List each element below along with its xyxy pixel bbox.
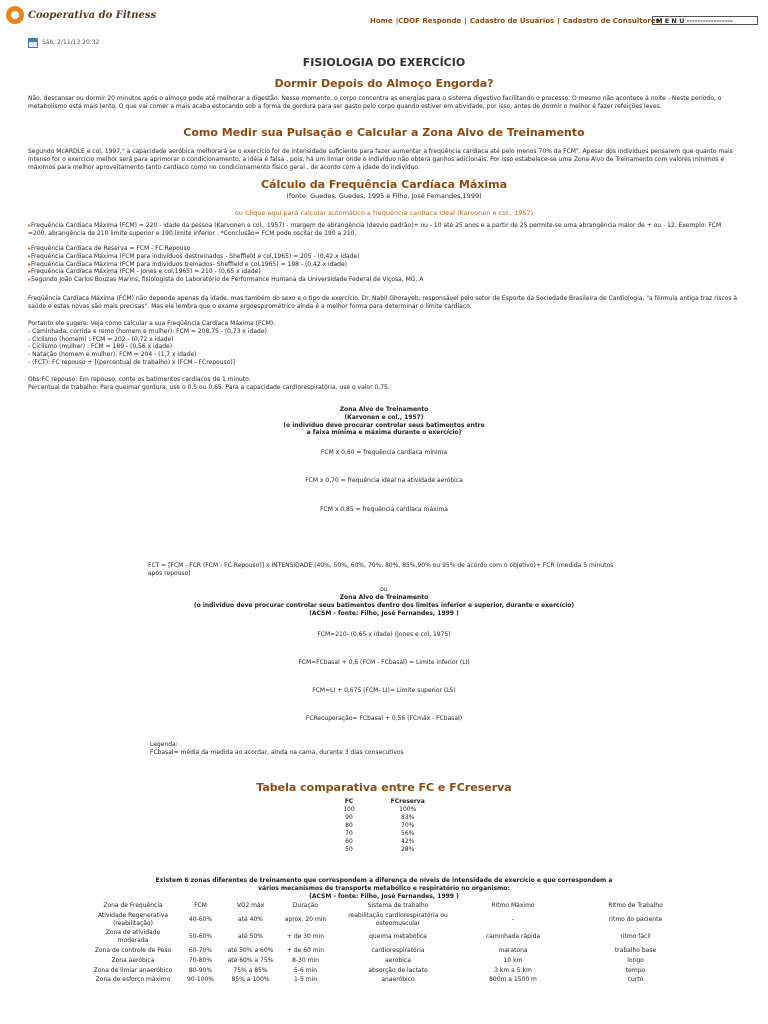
- table-cell: Zona de atividade moderada: [105, 929, 161, 945]
- zona-alvo-acsm-heading: [28, 594, 740, 617]
- caption-line: Existem 6 zonas diferentes de treinamento que correspondem a diferença de níveis de intensidade de exercício e que correspondem a: [155, 877, 613, 884]
- top-bar: [0, 0, 768, 38]
- formula-line: - Ciclismo (homem) : FCM = 202 - (0,72 x idade): [28, 335, 174, 343]
- table-header: VO2 máx: [236, 902, 265, 909]
- table-cell: Zona de esforço máximo: [95, 976, 171, 984]
- section-source: (fonte: Guedes, Guedes, 1995 e Filho, José Fernandes,1999): [286, 192, 482, 200]
- table-header: FCM: [194, 902, 207, 909]
- table-cell: trabalho base: [614, 946, 657, 954]
- table-header: Duração: [292, 902, 319, 909]
- zones-table: [88, 901, 708, 985]
- page-title: FISIOLOGIA DO EXERCÍCIO: [302, 56, 466, 69]
- section-heading-dormir: Dormir Depois do Almoço Engorda?: [274, 77, 494, 90]
- table-cell: até 40%: [238, 915, 263, 923]
- ou-text: ou: [380, 586, 388, 593]
- zona-line: a faixa mínima e máxima durante o exercício): [306, 429, 462, 437]
- table-row: [88, 946, 708, 956]
- zona-line: Zona Alvo de Treinamento: [339, 406, 429, 413]
- table-cell: queima metabólica: [369, 933, 427, 941]
- table-cell: 40-60%: [188, 915, 213, 923]
- table-row: [88, 911, 708, 929]
- table-cell: tempo: [625, 966, 646, 974]
- fct-formula: FCT = [FCM - FCR (FCM - FC Repouso)] x INTENSIDADE (40%, 50%, 60%, 70%, 80%, 85%,90% ou 95% de acordo com o objetivo)+ FCR (medida 5 minutos após repouso): [148, 562, 614, 577]
- zones-table-caption: [28, 877, 740, 900]
- table-row: [325, 846, 443, 854]
- zona-line: (o indivíduo deve procurar controlar seus batimentos entre: [283, 421, 485, 429]
- table-row: [325, 838, 443, 846]
- table-cell: cardiorespiratória: [371, 946, 425, 954]
- fcm-bullet-main: ▸ Frequência Cardíaca Máxima (FCM) = 220 - idade da pessoa (Karvonen e col., 1957) - margem de abrangência (desvio padrão)+ ou - 10 até 25 anos e a partir de 25 permite-se uma abrangência maior de + ou - 12. Exemplo: FCM =200, abrangência de 210 limite superior e 190 limite inferior . *Conclusão= FCM pode oscilar de 190 a 210.: [28, 222, 740, 238]
- formula-line: - Ciclismo (mulher) : FCM = 189 - (0,56 x idade): [28, 343, 173, 351]
- logo[interactable]: [6, 4, 156, 26]
- table-cell: Zona de controle de Peso: [94, 946, 172, 954]
- table-cell: Zona de limiar anaeróbico: [93, 966, 173, 974]
- zona-line: (Karvonen e col., 1957): [344, 413, 424, 421]
- table-cell: até 60% a 75%: [227, 956, 274, 964]
- date-display: [28, 38, 99, 48]
- table-cell: 75% a 85%: [233, 966, 268, 974]
- fc-table: [325, 798, 443, 854]
- table-cell: anaeróbico: [381, 976, 415, 984]
- table-header: Zona de Frequência: [103, 902, 163, 909]
- section-text-pulsacao: Segundo McARDLE e col, 1997," a capacidade aeróbica melhorará se o exercício for de intensidade suficiente para fazer aumentar a freqüência cardíaca até pelo menos 70% da FCM". Apesar dos indivíduos pensarem que quanto mais intenso for o exercício melhor será para aprimorar o condicionamento, a idéia é falsa , pois, há um limiar onde o indivíduo não obterá ganhos adicionais. Por isso estabelece-se uma Zona Alvo de Treinamento com valores mínimos e máximos para melhor aproveitamento tanto cardíaco como no condicionamento físico geral , de acordo com a idade do indivíduo.: [28, 148, 733, 171]
- table-header: Ritmo de Trabalho: [608, 902, 663, 909]
- logo-icon: [6, 6, 24, 24]
- legend-title: Legenda:: [150, 741, 178, 748]
- nav-separator: |: [464, 17, 467, 25]
- table-row: [88, 956, 708, 966]
- table-cell: curto: [627, 976, 644, 984]
- fcm-bullet: ▸ Frequência Cardíaca Máxima (FCM para indivíduos destreinados - Sheffield e col,1965) = 205 - (0,42 x idade): [28, 253, 740, 261]
- formula-line: - Natação (homem e mulher): FCM = 204 - (1,7 x idade): [28, 351, 197, 359]
- table-cell: longo: [627, 956, 644, 964]
- table-header: Ritmo Máximo: [491, 902, 535, 909]
- table-cell: 100%: [399, 806, 417, 813]
- zona-formula: FCM=FCbasal + 0,6 (FCM - FCbasal) = Limite inferior (LI): [298, 659, 470, 666]
- table-row: [325, 822, 443, 830]
- section-heading-fcm: Cálculo da Frequência Cardíaca Máxima: [260, 178, 508, 191]
- table-cell: + de 60 min: [286, 946, 325, 954]
- fcm-paragraph: Freqüência Cardíaca Máxima (FCM) não depende apenas da idade, mas também do sexo e o tipo de exercício. Dr. Nabil Ghorayeb, responsável pelo setor de Esporte da Sociedade Brasileira de Cardiologia, "a fórmula antiga traz riscos à saúde e estas novas são mais precisas". Mas ele lembra que o exame ergoespirométrico ainda é a melhor forma para determinar o limite cardíaco.: [28, 295, 738, 310]
- table-cell: 85% a 100%: [231, 976, 270, 984]
- table-cell: Atividade Regenerativa (reabilitação): [97, 911, 169, 927]
- section-text-dormir: Não, descansar ou dormir 20 minutos após o almoço pode até melhorar a digestão. Nesse momento, o corpo concentra as energias para o sistema digestivo facilitando o processo. O mesmo não acontece à noite - Neste período, o metabolismo está mais lento. O que vai comer a mais acaba estocando sob a forma de gordura para ser gasto pelo corpo quando estiver em atividade, por isso, antes de dormir o melhor é fazer refeições leves.: [28, 95, 722, 110]
- formula-line: - (FCT): FC repouso + [(percentual de trabalho) x (FCM - FCrepouso)]: [28, 358, 235, 366]
- caption-line: (ACSM - fonte: Filho, José Fernandes, 1999 ): [309, 892, 459, 900]
- zona-formula: FCM x 0,60 = frequência cardíaca mínima: [320, 449, 448, 456]
- table-cell: aeróbica: [385, 956, 411, 964]
- table-cell: 28%: [401, 846, 415, 853]
- fcm-bullet: ▸ Frequência Cardíaca de Reserva = FCM - FC Repouso: [28, 245, 740, 253]
- table-row: [88, 975, 708, 985]
- table-cell: 83%: [401, 814, 415, 821]
- nav-link-cdof-responde[interactable]: |CDOF Responde: [395, 17, 462, 25]
- table-cell: 800m a 1500 m: [489, 976, 537, 984]
- caption-line: vários mecanismos de transporte metabólico e respiratório no organismo:: [258, 884, 510, 892]
- table-cell: 70: [345, 830, 353, 837]
- table-cell: 10 km: [503, 956, 523, 964]
- table-header: FC: [344, 798, 354, 805]
- zona-formula: FCRecuperação= FCbasal + 0,56 (FCmáx - FCbasal): [305, 715, 463, 722]
- zona-alvo-heading: [28, 406, 740, 437]
- nav-link-home[interactable]: Home: [370, 17, 393, 25]
- zona-line: (o indivíduo deve procurar controlar seus batimentos dentro dos limites inferior e superior, durante o exercício): [193, 601, 575, 609]
- fcm-bullet: ▸ Segundo João Carlos Bouzas Marins, fisiologista do Laboratório de Performance Humana da Universidade Federal de Viçosa, MG. A: [28, 276, 740, 284]
- legend-text: FCbasal= média da medida ao acordar, ainda na cama, durante 3 dias consecutivos: [150, 748, 404, 756]
- table-cell: 70%: [401, 822, 415, 829]
- table-cell: até 50% a 60%: [227, 946, 274, 954]
- table-cell: 90: [345, 814, 353, 821]
- zona-formula: FCM=210- (0,65 x idade) (Jones e col, 1975): [317, 631, 451, 638]
- table-cell: 50: [345, 846, 353, 853]
- nav-separator: |: [557, 17, 560, 25]
- table-cell: até 50%: [238, 933, 263, 941]
- fcm-bullet: ▸ Frequência Cardíaca Máxima (FCM para indivíduos treinados- Sheffield e col,1965) = 198 - (0,42 x idade): [28, 261, 740, 269]
- obs-line: Percentual de trabalho: Para queimar gordura, use o 0,5 ou 0,65. Para a capacidade cardiorespiratória, use o valor 0,75.: [28, 383, 390, 391]
- table-cell: -: [511, 915, 515, 923]
- table-heading-fc: Tabela comparativa entre FC e FCreserva: [256, 781, 512, 794]
- table-cell: caminhada rápida: [485, 933, 541, 941]
- table-header: Sistema de trabalho: [367, 902, 429, 909]
- table-cell: 3 km a 5 km: [494, 966, 532, 974]
- table-header: FCreserva: [390, 798, 425, 805]
- table-cell: 60: [345, 838, 353, 845]
- obs-line: Obs:FC repouso: Em repouso, conte os batimentos cardíacos de 1 minuto.: [28, 376, 251, 383]
- zona-formula: FCM x 0,70 = frequência ideal na atividade aeróbica: [305, 477, 463, 484]
- table-row: [325, 814, 443, 822]
- zona-formula: FCM x 0,85 = frequência cardíaca máxima: [320, 506, 448, 513]
- table-cell: 56%: [401, 830, 415, 837]
- formula-line: Portanto ele sugere: Veja como calcular a sua Freqüência Cardíaca Máxima (FCM):: [28, 320, 276, 327]
- table-cell: absorção de lactato: [368, 966, 428, 974]
- logo-text: Cooperativa do Fitness: [28, 9, 157, 21]
- table-cell: 90-100%: [187, 976, 214, 984]
- table-cell: maratona: [498, 946, 528, 954]
- calendar-icon: [28, 38, 38, 48]
- nav-link-cadastro-usuarios[interactable]: Cadastro de Usuários: [469, 17, 555, 25]
- table-cell: 8-30 min: [292, 956, 319, 964]
- table-cell: 42%: [401, 838, 415, 845]
- table-row: [325, 806, 443, 814]
- table-cell: 1-5 min: [293, 976, 318, 984]
- table-cell: 70-80%: [188, 956, 213, 964]
- table-row: [88, 966, 708, 976]
- table-cell: 80-90%: [188, 966, 213, 974]
- table-cell: Zona aeróbica: [111, 956, 155, 964]
- table-cell: ritmo fácil: [620, 933, 651, 941]
- menu-select[interactable]: M E N U -----------------: [652, 16, 758, 25]
- table-cell: reabilitação cardiorespiratória ou osteomuscular: [348, 911, 448, 927]
- top-nav: [370, 17, 665, 26]
- table-cell: aprox. 20 min: [284, 915, 327, 923]
- table-row: [88, 928, 708, 946]
- table-cell: 100: [343, 806, 355, 813]
- section-heading-pulsacao: Como Medir sua Pulsação e Calcular a Zona Alvo de Treinamento: [183, 126, 585, 139]
- calculator-link[interactable]: ou Clique aqui para calcular automático a frequência cardíaca ideal (Karvonen e col., 1957): [234, 209, 534, 217]
- zona-line: (ACSM - fonte: Filho, José Fernandes, 1999 ): [309, 609, 459, 617]
- table-cell: ritmo do paciente: [608, 915, 663, 923]
- zona-formula: FCM=LI + 0,675 (FCM- LI)= Limite superior (LS): [312, 687, 456, 694]
- table-cell: + de 30 min: [286, 933, 325, 941]
- table-row: [325, 830, 443, 838]
- nav-link-cadastro-consultores[interactable]: Cadastro de Consultores|: [562, 17, 663, 25]
- date-text: Sáb, 2/11/13 20:32: [42, 39, 100, 47]
- formula-line: - Caminhada, corrida e remo (homem e mulher): FCM = 208,75 - (0,73 x idade): [28, 327, 267, 335]
- table-cell: 80: [345, 822, 353, 829]
- zona-line: Zona Alvo de Treinamento: [339, 594, 429, 601]
- table-cell: 5-6 min: [293, 966, 318, 974]
- table-cell: 50-60%: [188, 933, 213, 941]
- fcm-bullet: ▸ Frequência Cardíaca Máxima (FCM - Jones e col,1965) = 210 - (0,65 x idade): [28, 268, 740, 276]
- table-cell: 60-70%: [188, 946, 213, 954]
